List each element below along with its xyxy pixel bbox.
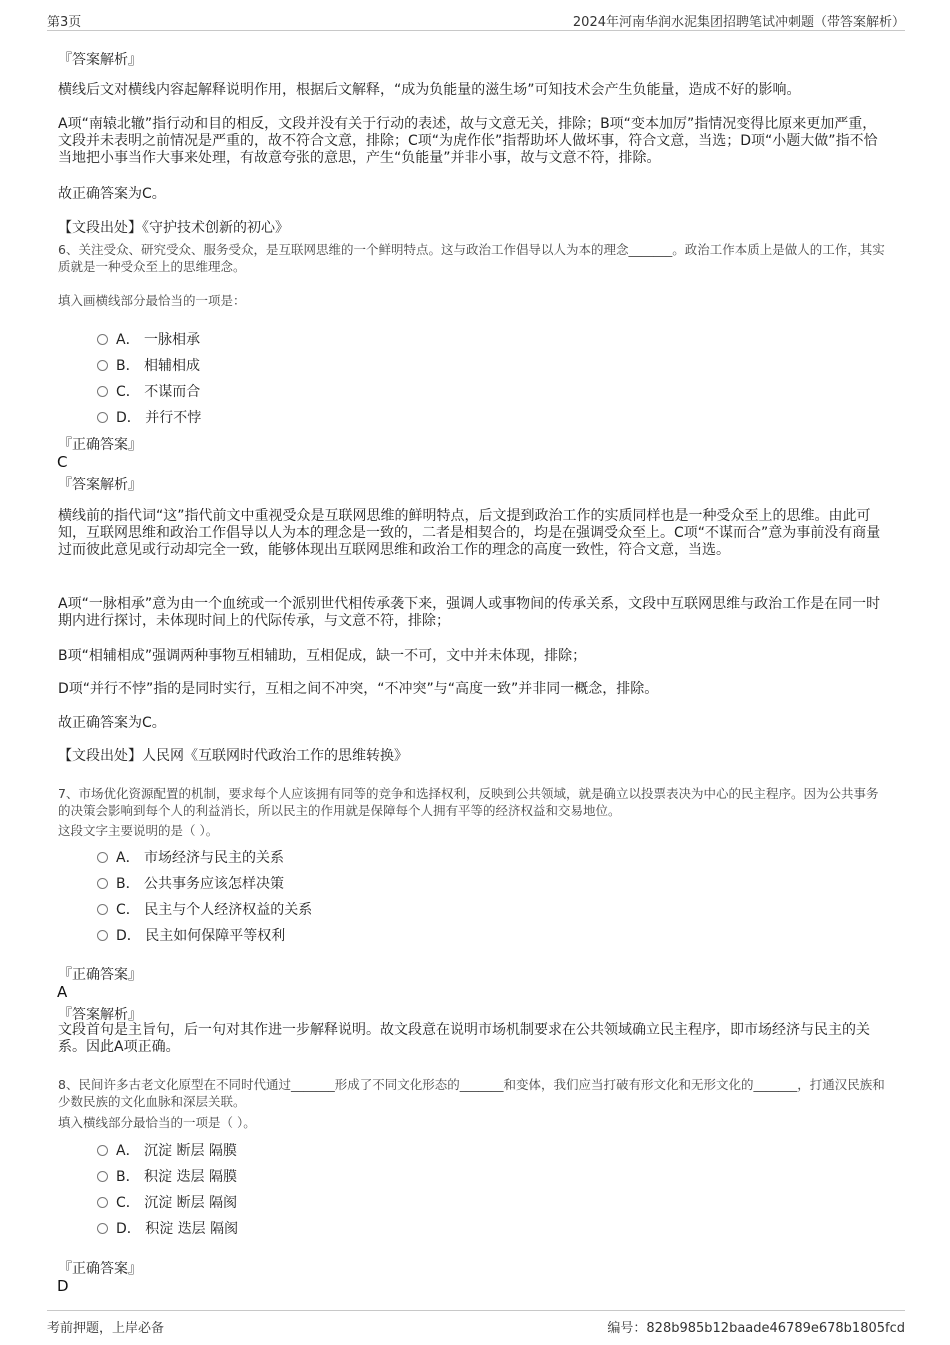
- radio-icon[interactable]: [97, 1197, 108, 1208]
- q8-option-b[interactable]: B． 积淀 迭层 隔膜: [97, 1166, 237, 1186]
- page-header: [47, 0, 905, 31]
- q6-answer-label: 『正确答案』: [58, 437, 142, 453]
- q6-answer: C: [57, 453, 68, 471]
- radio-icon[interactable]: [97, 360, 108, 371]
- q6-source: 【文段出处】人民网《互联网时代政治工作的思维转换》: [58, 748, 408, 764]
- q7-option-b[interactable]: B． 公共事务应该怎样决策: [97, 873, 284, 893]
- q7-answer: A: [57, 983, 68, 1001]
- q6-stem: 6、关注受众、研究受众、服务受众，是互联网思维的一个鲜明特点。这与政治工作倡导以人为本的理念_______。政治工作本质上是做人的工作，其实质就是一种受众至上的思维理念。: [58, 242, 885, 274]
- q6-option-a[interactable]: A． 一脉相承: [97, 329, 200, 349]
- document-id: 编号：828b985b12baade46789e678b1805fcd: [607, 1321, 905, 1336]
- q6-analysis-p3: B项“相辅相成”强调两种事物互相辅助，互相促成，缺一不可，文中并未体现，排除；: [58, 648, 587, 664]
- q6-analysis-p1: 横线前的指代词“这”指代前文中重视受众是互联网思维的鲜明特点，后文提到政治工作的实质同样也是一种受众至上的思维。由此可知，互联网思维和政治工作倡导以人为本的理念是一致的，二者是相契合的，均是在强调受众至上。C项“不谋而合”意为事前没有商量过而彼此意见或行动却完全一致，能够体现出互联网思维和政治工作的理念的高度一致性，符合文意，当选。: [58, 508, 881, 558]
- q8-prompt: 填入横线部分最恰当的一项是（ ）。: [58, 1115, 256, 1130]
- q8-option-d[interactable]: D． 积淀 迭层 隔阂: [97, 1218, 238, 1238]
- radio-icon[interactable]: [97, 1171, 108, 1182]
- q5-analysis-p3: 故正确答案为C。: [58, 186, 166, 202]
- radio-icon[interactable]: [97, 878, 108, 889]
- q7-stem: 7、市场优化资源配置的机制，要求每个人应该拥有同等的竞争和选择权利，反映到公共领域，就是确立以投票表决为中心的民主程序。因为公共事务的决策会影响到每个人的利益消长，所以民主的作用就是保障每个人拥有平等的经济权益和交易地位。: [58, 786, 879, 818]
- q7-option-c[interactable]: C． 民主与个人经济权益的关系: [97, 899, 312, 919]
- q7-option-a[interactable]: A． 市场经济与民主的关系: [97, 847, 284, 867]
- q8-answer-label: 『正确答案』: [58, 1261, 142, 1277]
- q8-option-a[interactable]: A． 沉淀 断层 隔膜: [97, 1140, 237, 1160]
- q6-analysis-p4: D项“并行不悖”指的是同时实行，互相之间不冲突，“不冲突”与“高度一致”并非同一概念，排除。: [58, 681, 659, 697]
- q6-prompt: 填入画横线部分最恰当的一项是：: [58, 293, 246, 308]
- q5-analysis-p2: A项“南辕北辙”指行动和目的相反，文段并没有关于行动的表述，故与文意无关，排除；B项“变本加厉”指情况变得比原来更加严重，文段并未表明之前情况是严重的，故不符合文意，排除；C项“为虎作伥”指帮助坏人做坏事，符合文意，当选；D项“小题大做”指不恰当地把小事当作大事来处理，有故意夸张的意思，产生“负能量”并非小事，故与文意不符，排除。: [58, 116, 878, 166]
- q7-analysis-label: 『答案解析』: [58, 1007, 142, 1023]
- q6-option-d[interactable]: D． 并行不悖: [97, 407, 201, 427]
- q5-analysis-label: 『答案解析』: [58, 52, 142, 68]
- page-footer: [47, 1310, 905, 1336]
- page-number: 第3页: [47, 15, 82, 30]
- radio-icon[interactable]: [97, 930, 108, 941]
- q6-option-c[interactable]: C． 不谋而合: [97, 381, 200, 401]
- q5-source: 【文段出处】《守护技术创新的初心》: [58, 220, 289, 236]
- q8-stem: 8、民间许多古老文化原型在不同时代通过_______形成了不同文化形态的_______和变体，我们应当打破有形文化和无形文化的_______，打通汉民族和少数民族的文化血脉和深层关联。: [58, 1077, 885, 1109]
- radio-icon[interactable]: [97, 386, 108, 397]
- q7-analysis-p1: 文段首句是主旨句，后一句对其作进一步解释说明。故文段意在说明市场机制要求在公共领域确立民主程序，即市场经济与民主的关系。因此A项正确。: [58, 1022, 870, 1055]
- document-title: 2024年河南华润水泥集团招聘笔试冲刺题（带答案解析）: [572, 15, 905, 30]
- q6-analysis-label: 『答案解析』: [58, 477, 142, 493]
- q6-option-b[interactable]: B． 相辅相成: [97, 355, 200, 375]
- radio-icon[interactable]: [97, 1223, 108, 1234]
- radio-icon[interactable]: [97, 334, 108, 345]
- radio-icon[interactable]: [97, 904, 108, 915]
- q6-analysis-p2: A项“一脉相承”意为由一个血统或一个派别世代相传承袭下来，强调人或事物间的传承关系，文段中互联网思维与政治工作是在同一时期内进行探讨，未体现时间上的代际传承，与文意不符，排除；: [58, 596, 881, 629]
- q6-analysis-p5: 故正确答案为C。: [58, 715, 166, 731]
- radio-icon[interactable]: [97, 412, 108, 423]
- q8-option-c[interactable]: C． 沉淀 断层 隔阂: [97, 1192, 237, 1212]
- q5-analysis-p1: 横线后文对横线内容起解释说明作用，根据后文解释，“成为负能量的滋生场”可知技术会产生负能量，造成不好的影响。: [58, 82, 801, 98]
- radio-icon[interactable]: [97, 1145, 108, 1156]
- q7-option-d[interactable]: D． 民主如何保障平等权利: [97, 925, 285, 945]
- footer-slogan: 考前押题，上岸必备: [47, 1321, 165, 1336]
- q8-answer: D: [57, 1277, 69, 1295]
- q7-prompt: 这段文字主要说明的是（ ）。: [58, 823, 219, 838]
- radio-icon[interactable]: [97, 852, 108, 863]
- q7-answer-label: 『正确答案』: [58, 967, 142, 983]
